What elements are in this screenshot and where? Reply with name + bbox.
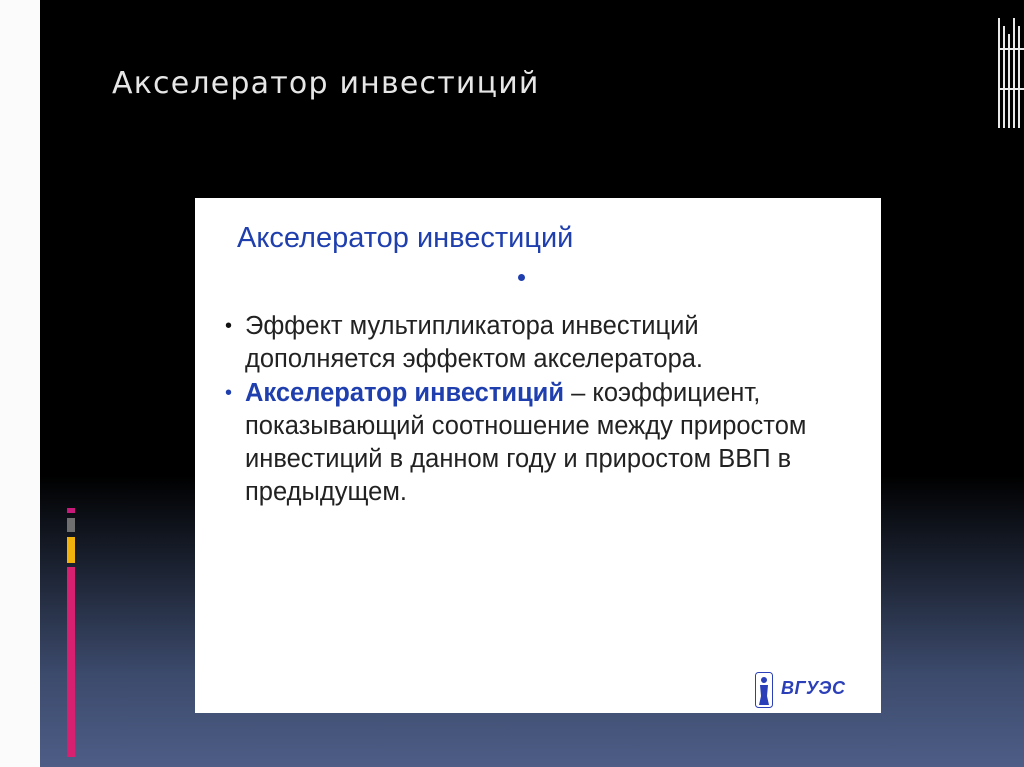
content-card [195,198,881,713]
accent-strip-magenta [67,567,75,757]
bullet-marker: • [225,382,233,404]
bullet-term: Акселератор инвестиций [245,379,565,407]
left-frame [0,0,40,767]
bullet-item [225,377,845,509]
university-logo [755,670,855,710]
logo-figure-icon [755,672,773,708]
decorative-lines [994,18,1024,128]
card-heading: Акселератор инвестиций [237,222,574,254]
logo-text: ВГУЭС [781,678,846,698]
bullet-list [225,310,845,510]
slide-title: Акселератор инвестиций [112,66,540,101]
accent-strip-yellow [67,537,75,563]
bullet-item [225,310,845,376]
bullet-text: – коэффициент, показывающий соотношение между приростом инвестиций в данном году и приростом ВВП в предыдущем. [245,379,807,506]
slide [40,0,1024,767]
accent-strip-magenta-top [67,508,75,513]
bullet-marker: • [225,315,233,337]
bullet-text: Эффект мультипликатора инвестиций дополняется эффектом акселератора. [245,312,704,373]
heading-bullet-dot [518,274,525,281]
accent-strip-gray [67,518,75,532]
